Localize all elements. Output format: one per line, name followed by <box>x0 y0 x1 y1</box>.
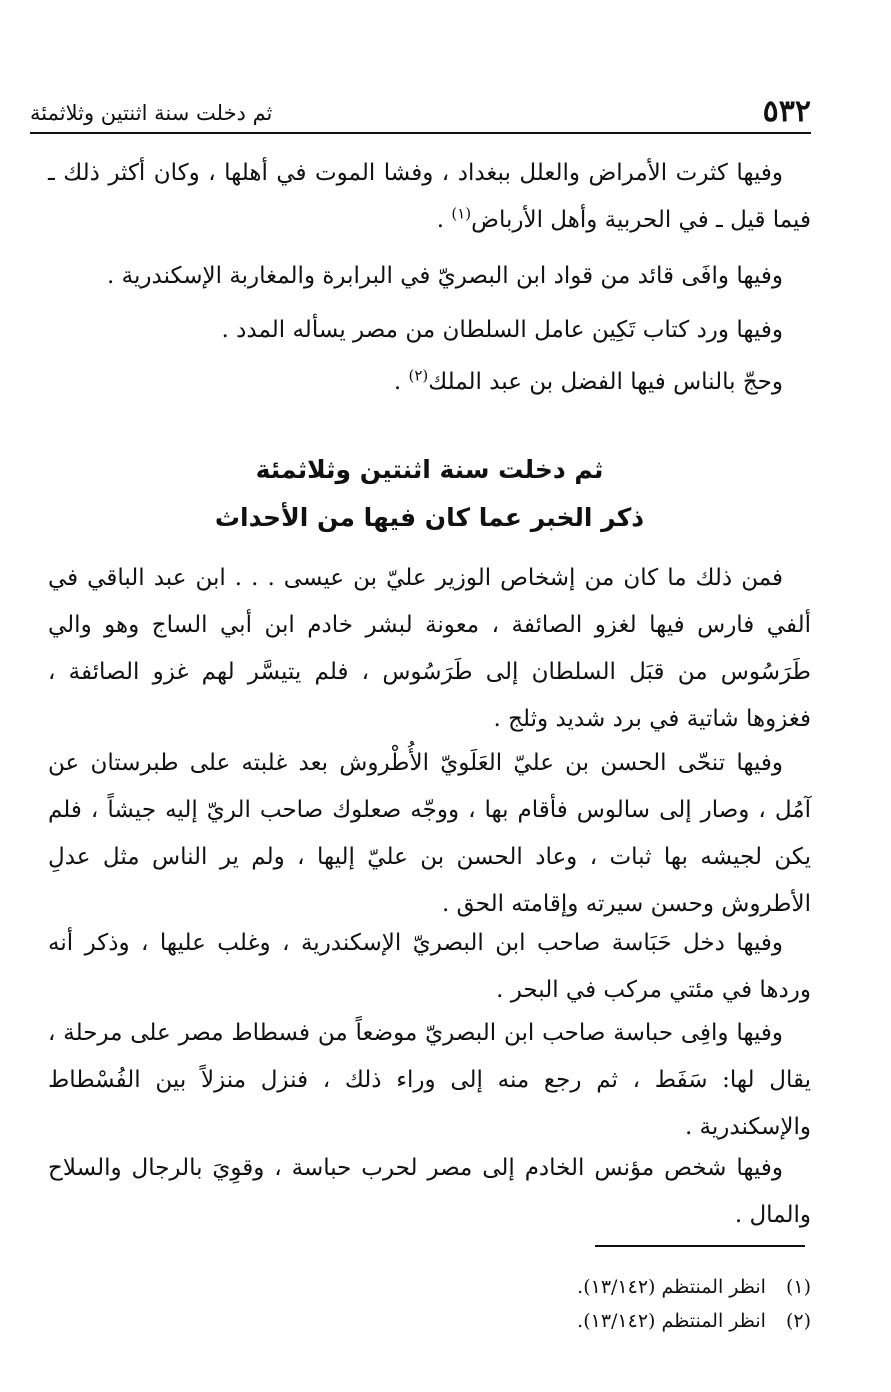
footnote-mark: (٢) <box>785 1310 811 1332</box>
paragraph-diseases <box>48 150 811 250</box>
page-number: ٥٣٢ <box>762 94 811 129</box>
footnote-mark: (١) <box>785 1276 811 1298</box>
paragraph-end: . <box>393 369 409 395</box>
footnote-2 <box>300 1306 811 1336</box>
paragraph-text: وفيها ورد كتاب تَكِين عامل السلطان من مصر يسأله المدد . <box>221 317 783 343</box>
paragraph-text: وفيها وافِى حباسة صاحب ابن البصريّ موضعاً من فسطاط مصر على مرحلة ، يقال لها: سَفَط ، ثم رجع منه إلى وراء ذلك ، فنزل منزلاً بين الفُسْطاط والإسكندرية . <box>48 1020 811 1140</box>
section-title-events: ذكر الخبر عما كان فيها من الأحداث <box>214 503 645 532</box>
paragraph-habasa-fustat <box>48 1010 811 1151</box>
paragraph-text: وفيها كثرت الأمراض والعلل ببغداد ، وفشا الموت في أهلها ، وكان أكثر ذلك ـ فيما قيل ـ في الحربية وأهل الأرباض <box>48 160 811 233</box>
paragraph-text: وحجّ بالناس فيها الفضل بن عبد الملك <box>428 369 783 395</box>
paragraph-ibn-isa <box>48 555 811 743</box>
paragraph-pilgrimage <box>48 359 811 406</box>
paragraph-text: وفيها وافَى قائد من قواد ابن البصريّ في البرابرة والمغاربة الإسكندرية . <box>107 263 783 289</box>
section-title-year: ثم دخلت سنة اثنتين وثلاثمئة <box>255 455 604 484</box>
paragraph-habasa-alexandria <box>48 920 811 1014</box>
footnote-1 <box>300 1272 811 1302</box>
footnote-ref-2: (٢) <box>408 366 429 385</box>
footnote-ref-1: (١) <box>451 204 472 223</box>
paragraph-munis <box>48 1145 811 1239</box>
paragraph-text: وفيها شخص مؤنس الخادم إلى مصر لحرب حباسة ، وقوِيَ بالرجال والسلاح والمال . <box>48 1155 811 1228</box>
running-title: ثم دخلت سنة اثنتين وثلاثمئة <box>30 101 273 125</box>
footnote-separator <box>595 1245 805 1247</box>
paragraph-end: . <box>436 207 452 233</box>
paragraph-letter <box>48 307 811 354</box>
footnote-text: انظر المنتظم (١٣/١٤٢). <box>577 1310 766 1332</box>
paragraph-commander <box>48 253 811 300</box>
paragraph-text: فمن ذلك ما كان من إشخاص الوزير عليّ بن عيسى . . . ابن عبد الباقي في ألفي فارس فيها لغزو الصائفة ، معونة لبشر خادم ابن أبي الساج وهو والي طَرَسُوس من قبَل السلطان إلى طَرَسُوس ، فلم يتيسَّر لهم غزو الصائفة ، فغزوها شاتية في برد شديد وثلج . <box>48 565 811 732</box>
paragraph-text: وفيها تنحّى الحسن بن عليّ العَلَويّ الأُطْروش بعد غلبته على طبرستان عن آمُل ، وصار إلى سالوس فأقام بها ، ووجّه صعلوك صاحب الريّ إليه جيشاً ، فلم يكن لجيشه بها ثبات ، وعاد الحسن بن عليّ إليها ، ولم ير الناس مثل عدلِ الأطروش وحسن سيرته وإقامته الحق . <box>48 750 811 917</box>
footnote-text: انظر المنتظم (١٣/١٤٢). <box>577 1276 766 1298</box>
paragraph-text: وفيها دخل حَبَاسة صاحب ابن البصريّ الإسكندرية ، وغلب عليها ، وذكر أنه وردها في مئتي مركب في البحر . <box>48 930 811 1003</box>
paragraph-utrush <box>48 740 811 928</box>
page-header <box>30 92 811 134</box>
